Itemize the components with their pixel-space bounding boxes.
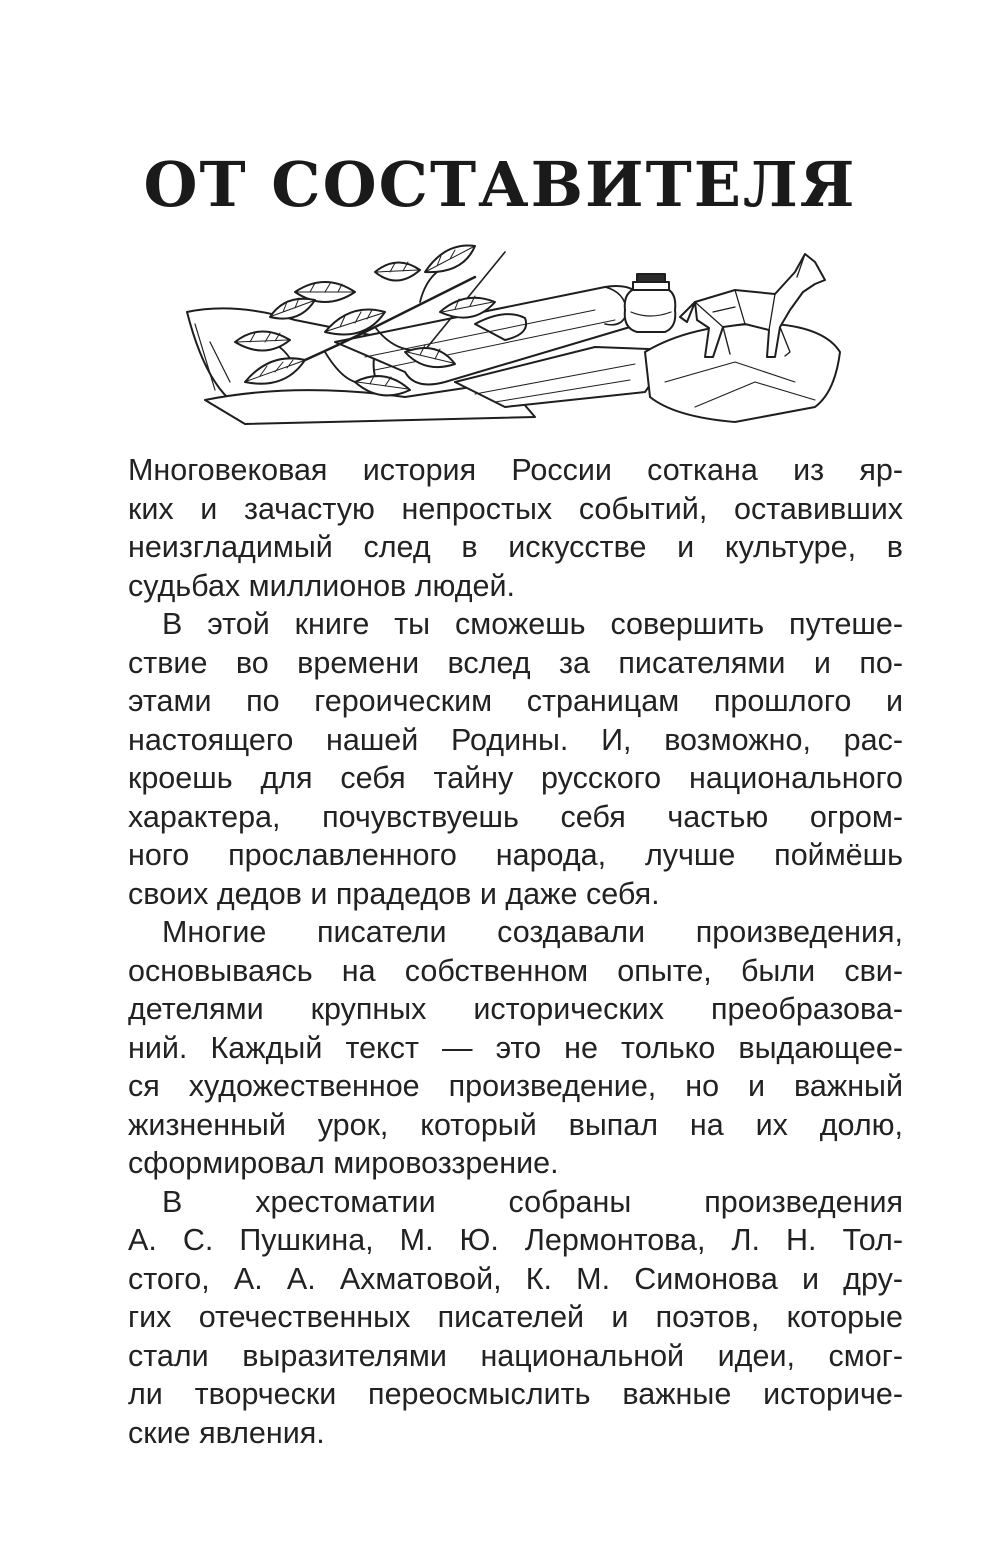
text-line: сформировал мировоззрение.	[128, 1146, 559, 1180]
text-line: ствие во времени вслед за писателями и по-	[128, 645, 903, 680]
text-line: детелями крупных исторических преобразова-	[128, 992, 903, 1026]
text-line: Многие писатели создавали произведения,	[162, 915, 903, 949]
text-line: стали выразителями национальной идеи, смог-	[128, 1338, 903, 1373]
text-line: кроешь для себя тайну русского национального	[128, 761, 903, 795]
text-line: ся художественное произведение, но и важный	[128, 1069, 903, 1103]
text-line: судьбах миллионов людей.	[128, 568, 515, 603]
text-line: своих дедов и прадедов и даже себя.	[128, 876, 660, 911]
text-line: А. С. Пушкина, М. Ю. Лермонтова, Л. Н. Тол-	[128, 1223, 903, 1257]
text-line: настоящего нашей Родины. И, возможно, рас-	[128, 722, 903, 757]
text-line: ний. Каждый текст — это не только выдающее-	[128, 1030, 903, 1065]
leaves-scroll-inkwell-horse-illustration	[175, 232, 845, 432]
text-line: неизгладимый след в искусстве и культуре, в	[128, 530, 903, 564]
text-line: В хрестоматии собраны произведения	[162, 1184, 903, 1219]
body-text	[128, 451, 903, 1452]
text-line: Многовековая история России соткана из яр-	[128, 453, 903, 487]
page-title: ОТ СОСТАВИТЕЛЯ	[143, 148, 857, 221]
text-line: основываясь на собственном опыте, были сви-	[128, 953, 903, 988]
text-line: гих отечественных писателей и поэтов, которые	[128, 1300, 903, 1334]
text-line: ких и зачастую непростых событий, оставивших	[128, 491, 903, 526]
text-line: ские явления.	[128, 1415, 325, 1450]
text-line: В этой книге ты сможешь совершить путеше-	[162, 607, 903, 641]
text-line: жизненный урок, который выпал на их долю,	[128, 1107, 903, 1142]
text-line: ного прославленного народа, лучше поймёшь	[128, 838, 903, 872]
text-line: стого, А. А. Ахматовой, К. М. Симонова и дру-	[128, 1261, 903, 1296]
text-line: этами по героическим страницам прошлого и	[128, 684, 903, 718]
text-line: характера, почувствуешь себя частью огром-	[128, 799, 903, 834]
text-line: ли творчески переосмыслить важные историче-	[128, 1377, 903, 1411]
